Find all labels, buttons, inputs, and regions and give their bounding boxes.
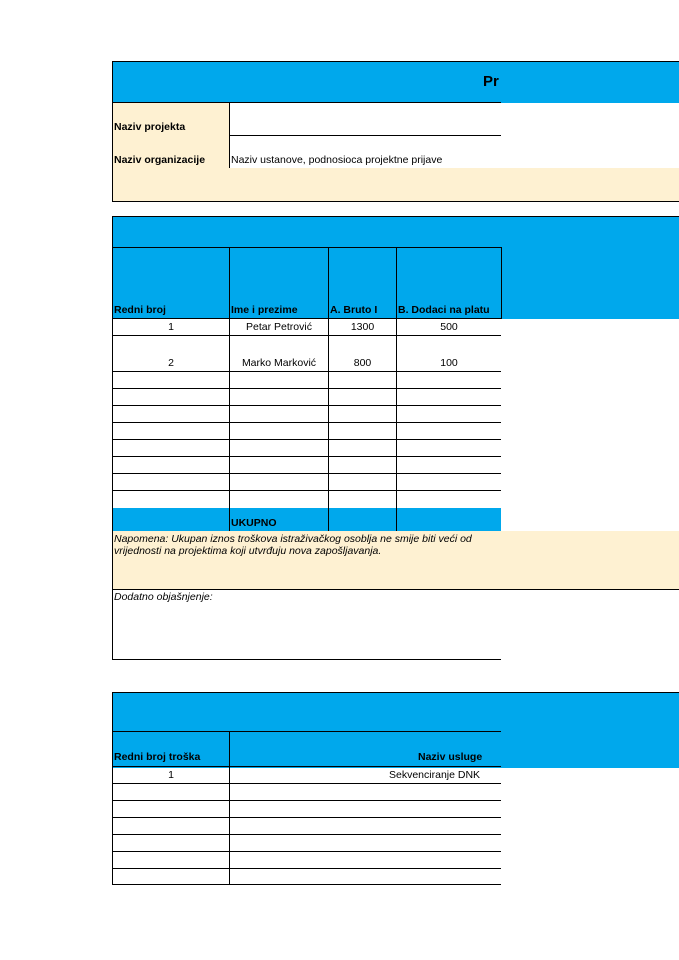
table-row-1-name: Petar Petrović bbox=[246, 321, 312, 333]
col-line bbox=[328, 508, 329, 532]
note-line-2: vrijednosti na projektima koji utvrđuju nova zapošljavanja. bbox=[114, 545, 382, 557]
row-line bbox=[112, 817, 501, 818]
row-line bbox=[112, 388, 501, 389]
row-line bbox=[112, 851, 501, 852]
header-ime-prezime: Ime i prezime bbox=[231, 304, 298, 316]
row-line bbox=[112, 834, 501, 835]
project-name-label: Naziv projekta bbox=[114, 121, 186, 133]
table-left-border bbox=[112, 318, 113, 532]
row-line bbox=[112, 473, 501, 474]
section1-title-bar bbox=[112, 61, 679, 103]
project-name-value[interactable] bbox=[229, 102, 501, 136]
row-line bbox=[112, 800, 501, 801]
row-line bbox=[112, 422, 501, 423]
section3-header-divider bbox=[112, 731, 501, 732]
extra-explanation-label: Dodatno objašnjenje: bbox=[114, 591, 213, 603]
row-line bbox=[112, 371, 501, 372]
row-line bbox=[112, 405, 501, 406]
row-line bbox=[112, 490, 501, 491]
org-label: Naziv organizacije bbox=[114, 154, 206, 166]
row-line bbox=[112, 318, 501, 319]
row-line bbox=[112, 884, 501, 885]
row-line bbox=[112, 439, 501, 440]
header-naziv-usluge: Naziv usluge bbox=[418, 751, 483, 763]
table-row-1-dodaci: 500 bbox=[440, 321, 458, 333]
row-line bbox=[112, 783, 501, 784]
section1-note-bar bbox=[112, 168, 679, 202]
table-row-2-num: 2 bbox=[168, 357, 174, 369]
col-line bbox=[229, 731, 230, 885]
table-row-2-bruto: 800 bbox=[353, 357, 372, 369]
header-dodaci: B. Dodaci na platu bbox=[398, 304, 490, 316]
row-line bbox=[112, 868, 501, 869]
header-redni-broj: Redni broj bbox=[114, 304, 166, 316]
table-row-1-bruto: 1300 bbox=[350, 321, 375, 333]
org-value: Naziv ustanove, podnosioca projektne prijave bbox=[231, 154, 443, 166]
total-row bbox=[112, 508, 501, 532]
table3-row-1-num: 1 bbox=[168, 769, 174, 781]
note-line-1: Napomena: Ukupan iznos troškova istraživačkog osoblja ne smije biti veći od bbox=[114, 533, 472, 545]
col-line bbox=[501, 247, 502, 319]
row-line bbox=[112, 335, 501, 336]
section2-header-divider bbox=[112, 247, 501, 248]
col-line bbox=[229, 508, 230, 532]
row-line bbox=[112, 456, 501, 457]
header-redni-broj-troska: Redni broj troška bbox=[114, 751, 201, 763]
table-row-1-num: 1 bbox=[168, 321, 174, 333]
row-line bbox=[112, 766, 501, 767]
section1-title: Pr bbox=[483, 73, 499, 90]
table3-row-1-name: Sekvenciranje DNK bbox=[389, 769, 481, 781]
total-label: UKUPNO bbox=[231, 517, 277, 529]
col-line bbox=[396, 508, 397, 532]
table-row-2-name: Marko Marković bbox=[241, 357, 317, 369]
table-row-2-dodaci: 100 bbox=[440, 357, 458, 369]
header-bruto: A. Bruto I bbox=[330, 304, 378, 316]
